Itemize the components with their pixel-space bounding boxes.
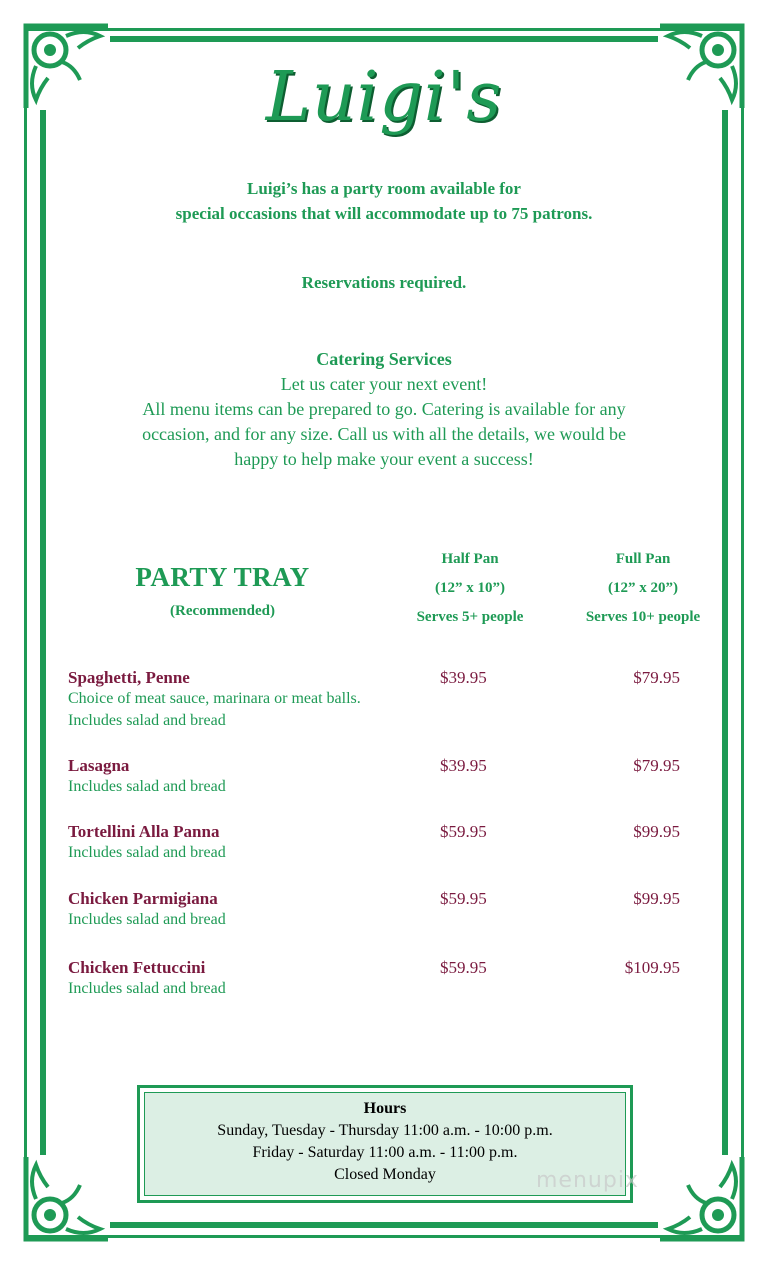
full-pan-serves: Serves 10+ people <box>585 609 701 625</box>
menu-item-spaghetti <box>68 668 708 732</box>
party-tray-title: PARTY TRAY <box>135 562 310 592</box>
border-bar-top <box>110 36 658 42</box>
catering-line: happy to help make your event a success! <box>234 449 534 469</box>
menu-item-desc: Includes salad and bread <box>68 980 226 997</box>
half-pan-price: $39.95 <box>440 756 487 775</box>
menu-item-tortellini <box>68 822 708 864</box>
menu-item-desc: Includes salad and bread <box>68 778 226 795</box>
menu-item-name: Chicken Fettuccini <box>68 958 206 977</box>
full-pan-price: $79.95 <box>633 668 680 687</box>
half-pan-label: Half Pan <box>441 551 499 567</box>
menu-item-chicken-parmigiana <box>68 889 708 931</box>
catering-title: Catering Services <box>316 349 452 369</box>
party-tray-subtitle: (Recommended) <box>170 603 275 619</box>
hours-line: Sunday, Tuesday - Thursday 11:00 a.m. - 10:00 p.m. <box>217 1122 553 1139</box>
menu-item-name: Tortellini Alla Panna <box>68 822 220 841</box>
half-pan-price: $59.95 <box>440 822 487 841</box>
half-pan-serves: Serves 5+ people <box>416 609 524 625</box>
catering-section <box>70 347 698 472</box>
full-pan-size: (12” x 20”) <box>608 580 678 596</box>
half-pan-header <box>385 545 555 632</box>
half-pan-price: $59.95 <box>440 889 487 908</box>
half-pan-size: (12” x 10”) <box>435 580 505 596</box>
full-pan-header <box>558 545 728 632</box>
reservations-note: Reservations required. <box>301 273 467 292</box>
menu-item-name: Chicken Parmigiana <box>68 889 218 908</box>
menu-item-name: Lasagna <box>68 756 130 775</box>
full-pan-label: Full Pan <box>615 551 671 567</box>
corner-ornament-icon <box>656 1153 746 1243</box>
half-pan-price: $39.95 <box>440 668 487 687</box>
hours-line: Closed Monday <box>334 1166 436 1183</box>
border-bar-bottom <box>110 1222 658 1228</box>
menu-item-desc: Includes salad and bread <box>68 712 226 729</box>
full-pan-price: $99.95 <box>633 889 680 908</box>
menu-item-chicken-fettuccini <box>68 958 708 1000</box>
intro-line: special occasions that will accommodate up to 75 patrons. <box>175 204 593 223</box>
party-room-intro <box>0 176 768 226</box>
full-pan-price: $99.95 <box>633 822 680 841</box>
menu-item-desc: Includes salad and bread <box>68 844 226 861</box>
menu-item-desc: Choice of meat sauce, marinara or meat balls. <box>68 690 361 707</box>
catering-line: occasion, and for any size. Call us with all the details, we would be <box>142 424 626 444</box>
hours-title: Hours <box>363 1100 407 1117</box>
border-bar-left <box>40 110 46 1155</box>
half-pan-price: $59.95 <box>440 958 487 977</box>
intro-line: Luigi’s has a party room available for <box>247 179 521 198</box>
restaurant-logo: Luigi's <box>265 58 503 137</box>
menu-item-name: Spaghetti, Penne <box>68 668 190 687</box>
catering-line: All menu items can be prepared to go. Catering is available for any <box>142 399 626 419</box>
watermark-logo: menupix <box>536 1168 639 1193</box>
full-pan-price: $109.95 <box>624 958 680 977</box>
border-bar-right <box>722 110 728 1155</box>
menu-item-desc: Includes salad and bread <box>68 911 226 928</box>
menu-item-lasagna <box>68 756 708 798</box>
full-pan-price: $79.95 <box>633 756 680 775</box>
hours-line: Friday - Saturday 11:00 a.m. - 11:00 p.m. <box>252 1144 518 1161</box>
corner-ornament-icon <box>22 1153 112 1243</box>
catering-line: Let us cater your next event! <box>280 374 488 394</box>
